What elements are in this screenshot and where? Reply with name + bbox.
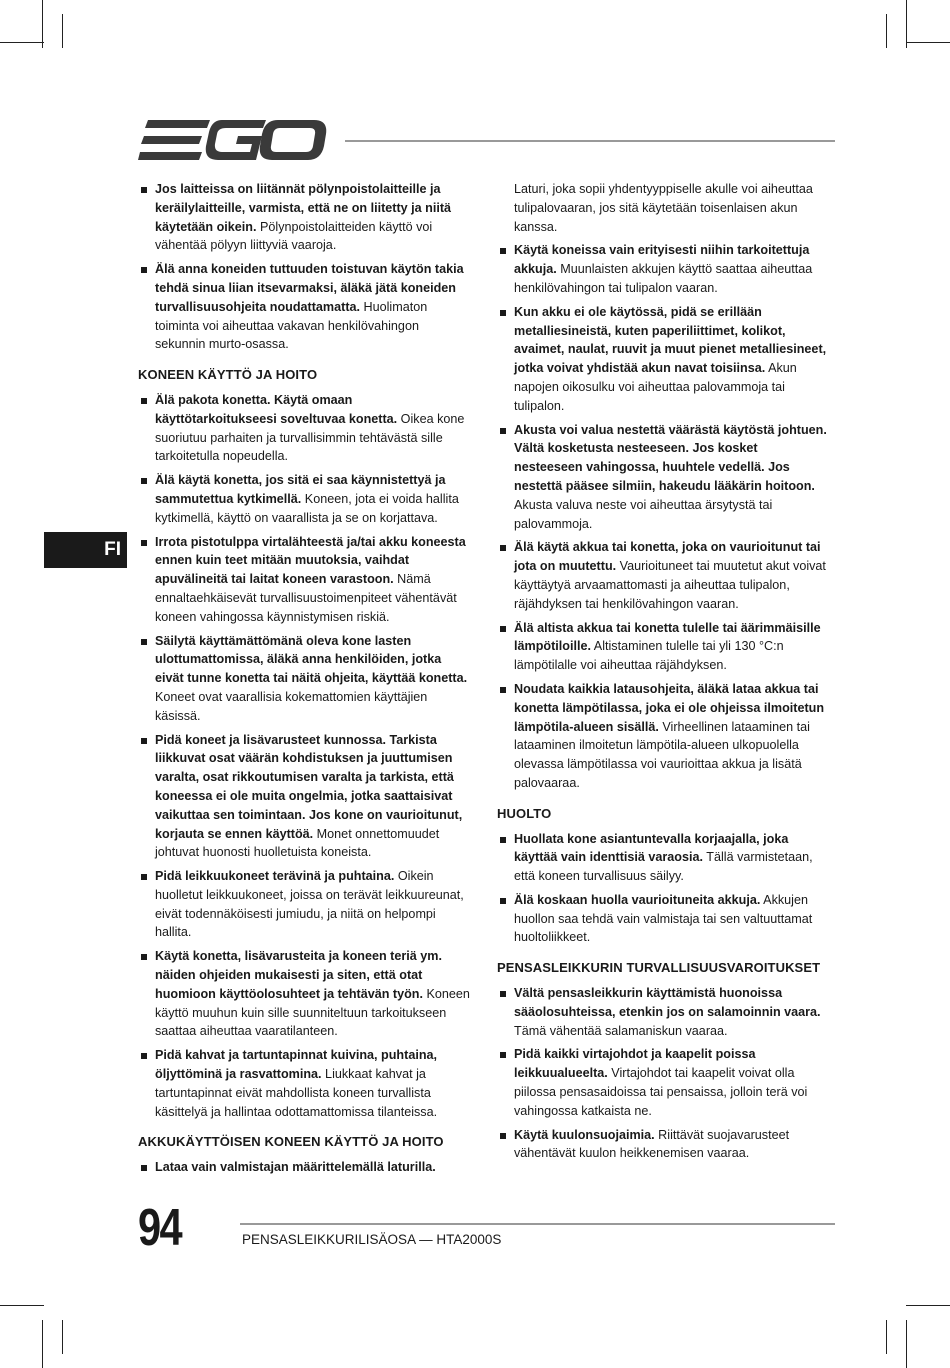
list-item: Pidä koneet ja lisävarusteet kunnossa. Tarkista liikkuvat osat väärän kohdistuksen ja juuttumisen varalta, osat rikkoutumisen varalta ja tarkista, että koneessa ei ole muita ongelmia, jotka saattaisivat vaikuttaa sen toimintaan. Jos kone on vaurioitunut, korjauta se ennen käyttöä. Monet onnettomuudet johtuvat huonosti huolletuista koneista. <box>138 731 470 863</box>
list-item: Irrota pistotulppa virtalähteestä ja/tai akku koneesta ennen kuin teet mitään muutoksia, vaihdat apuvälineitä tai laitat koneen varastoon. Nämä ennaltaehkäisevät turvallisuustoimenpiteet vähentävät koneen vahingossa käynnistymisen riskiä. <box>138 533 470 627</box>
list-item: Älä pakota konetta. Käytä omaan käyttötarkoitukseesi soveltuvaa konetta. Oikea kone suoriutuu parhaiten ja turvallisimmin tehtävästä sille tarkoitetulla nopeudella. <box>138 391 470 466</box>
crop-mark <box>42 1320 43 1368</box>
crop-mark <box>42 0 43 48</box>
section-list <box>138 1158 470 1177</box>
brand-text: EGO <box>138 118 141 119</box>
language-tab: FI <box>44 532 127 568</box>
crop-mark <box>906 1305 950 1306</box>
continuation-list <box>497 180 829 793</box>
section-heading: KONEEN KÄYTTÖ JA HOITO <box>138 367 318 383</box>
left-column <box>138 180 470 1182</box>
crop-mark <box>886 14 887 48</box>
page-number: 94 <box>138 1199 182 1257</box>
footer-rule <box>240 1223 835 1225</box>
list-item: Jos laitteissa on liitännät pölynpoistolaitteille ja keräilylaitteille, varmista, että ne on liitetty ja niitä käytetään oikein. Pölynpoistolaitteiden käyttö voi vähentää pölyyn liittyviä vaaroja. <box>138 180 470 255</box>
list-item: Huollata kone asiantuntevalla korjaajalla, joka käyttää vain identtisiä varaosia. Tällä varmistetaan, että koneen turvallisuus säilyy. <box>497 830 829 886</box>
list-item: Käytä kuulonsuojaimia. Riittävät suojavarusteet vähentävät kuulon heikkenemisen vaaraa. <box>497 1126 829 1164</box>
section-list <box>497 830 829 948</box>
crop-mark <box>906 1320 907 1368</box>
list-item: Pidä kahvat ja tartuntapinnat kuivina, puhtaina, öljyttöminä ja rasvattomina. Liukkaat kahvat ja tartuntapinnat eivät mahdollista koneen turvallista käsittelyä ja hallintaa odottamattomissa tilanteissa. <box>138 1046 470 1121</box>
crop-mark <box>0 1305 44 1306</box>
section-list <box>497 984 829 1163</box>
list-item: Säilytä käyttämättömänä oleva kone lasten ulottumattomissa, äläkä anna henkilöiden, jotka eivät tunne konetta tai näitä ohjeita, käyttää konetta. Koneet ovat vaarallisia kokemattomien käyttäjien käsissä. <box>138 632 470 726</box>
crop-mark <box>62 1320 63 1354</box>
intro-list <box>138 180 470 354</box>
list-item: Älä koskaan huolla vaurioituneita akkuja. Akkujen huollon saa tehdä vain valmistaja tai sen valtuuttamat huoltoliikkeet. <box>497 891 829 947</box>
list-item: Älä anna koneiden tuttuuden toistuvan käytön takia tehdä sinua liian itsevarmaksi, äläkä jätä koneiden turvallisuusohjeita noudattamatta. Huolimaton toiminta voi aiheuttaa vakavan henkilövahingon sekunnin murto-osassa. <box>138 260 470 354</box>
section-heading: PENSASLEIKKURIN TURVALLISUUSVAROITUKSET <box>497 960 821 976</box>
list-item: Vältä pensasleikkurin käyttämistä huonoissa sääolosuhteissa, etenkin jos on salamoinnin vaara. Tämä vähentää salamaniskun vaaraa. <box>497 984 829 1040</box>
list-item: Pidä leikkuukoneet terävinä ja puhtaina. Oikein huolletut leikkuukoneet, joissa on terävät leikkuureunat, eivät todennäköisesti jumiudu, ja niitä on helpompi hallita. <box>138 867 470 942</box>
section-heading: HUOLTO <box>497 805 552 821</box>
header-rule <box>345 140 835 142</box>
list-item: Älä käytä akkua tai konetta, joka on vaurioitunut tai jota on muutettu. Vaurioituneet tai muutetut akut voivat käyttäytyä arvaamattomasti ja aiheuttaa tulipalon, räjähdyksen tai henkilövahingon vaaran. <box>497 538 829 613</box>
crop-mark <box>62 14 63 48</box>
section-heading: AKKUKÄYTTÖISEN KONEEN KÄYTTÖ JA HOITO <box>138 1134 444 1150</box>
list-item: Älä altista akkua tai konetta tulelle tai äärimmäisille lämpötiloille. Altistaminen tulelle tai yli 130 °C:n lämpötilalle voi aiheuttaa räjähdyksen. <box>497 619 829 675</box>
footer-title: PENSASLEIKKURILISÄOSA — HTA2000S <box>242 1232 502 1247</box>
list-item: Pidä kaikki virtajohdot ja kaapelit poissa leikkuualueelta. Virtajohdot tai kaapelit voivat olla piilossa pensasaidoissa tai pensaissa, jolloin terä voi vahingossa katkaista ne. <box>497 1045 829 1120</box>
list-item-continuation: Laturi, joka sopii yhdentyyppiselle akulle voi aiheuttaa tulipalovaaran, jos sitä käytetään toisenlaisen akun kanssa. <box>514 182 813 234</box>
crop-mark <box>906 42 950 43</box>
list-item: Käytä konetta, lisävarusteita ja koneen teriä ym. näiden ohjeiden mukaisesti ja siten, että otat huomioon käyttöolosuhteet ja tehtävän työn. Koneen käyttö muuhun kuin sille suunniteltuun tarkoitukseen saattaa aiheuttaa vaaratilanteen. <box>138 947 470 1041</box>
section-list <box>138 391 470 1121</box>
right-column <box>497 180 829 1168</box>
list-item: Noudata kaikkia latausohjeita, äläkä lataa akkua tai konetta lämpötilassa, joka ei ole ohjeissa ilmoitetun lämpötila-alueen sisällä. Virheellinen lataaminen tai lataaminen ilmoitetun lämpötila-alueen ulkopuolella olevassa lämpötilassa voi vaurioittaa akkua ja lisätä palovaaraa. <box>497 680 829 793</box>
list-item: Akusta voi valua nestettä väärästä käytöstä johtuen. Vältä kosketusta nesteeseen. Jos kosket nesteeseen vahingossa, huuhtele vedellä. Jos nestettä pääsee silmiin, hakeudu lääkärin hoitoon. Akusta valuva neste voi aiheuttaa ärsytystä tai palovammoja. <box>497 421 829 534</box>
crop-mark <box>906 0 907 48</box>
crop-mark <box>0 42 44 43</box>
list-item: Lataa vain valmistajan määrittelemällä laturilla. <box>138 1158 470 1177</box>
list-item: Käytä koneissa vain erityisesti niihin tarkoitettuja akkuja. Muunlaisten akkujen käyttö saattaa aiheuttaa henkilövahingon tai tulipalon vaaran. <box>497 241 829 297</box>
list-item: Älä käytä konetta, jos sitä ei saa käynnistettyä ja sammutettua kytkimellä. Koneen, jota ei voida hallita kytkimellä, käyttö on vaarallista ja se on korjattava. <box>138 471 470 527</box>
crop-mark <box>886 1320 887 1354</box>
ego-logo <box>138 118 328 162</box>
list-item: Kun akku ei ole käytössä, pidä se erillään metalliesineistä, kuten paperiliittimet, kolikot, avaimet, naulat, ruuvit ja muut pienet metalliesineet, jotka voivat yhdistää akun navat toisiinsa. Akun napojen oikosulku voi aiheuttaa palovammoja tai tulipalon. <box>497 303 829 416</box>
